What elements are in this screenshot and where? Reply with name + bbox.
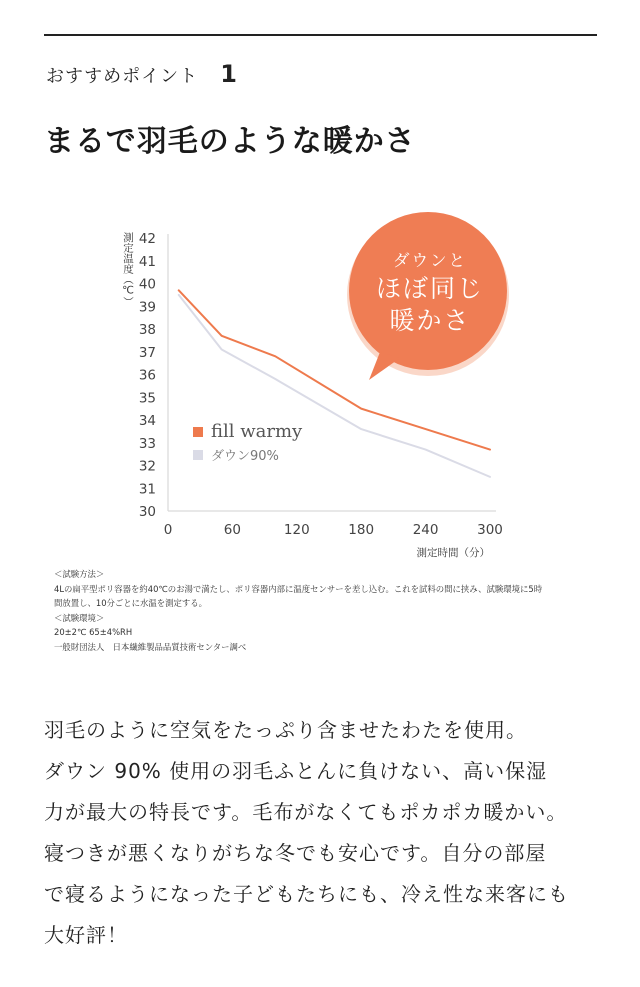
y-tick-label: 39 xyxy=(138,299,156,316)
legend-label: fill warmy xyxy=(211,421,303,442)
y-tick-label: 40 xyxy=(138,276,156,293)
description-line: 力が最大の特長です。毛布がなくてもポカポカ暖かい。 xyxy=(44,800,568,824)
y-tick-label: 31 xyxy=(138,481,156,498)
y-tick-label: 42 xyxy=(138,231,156,247)
y-tick-label: 38 xyxy=(138,322,156,338)
description-line: 寝つきが悪くなりがちな冬でも安心です。自分の部屋 xyxy=(44,841,547,865)
legend-swatch xyxy=(193,427,203,437)
callout-bubble xyxy=(347,212,509,380)
note-line: 間放置し、10分ごとに水温を測定する。 xyxy=(54,598,208,608)
callout-line: 暖かさ xyxy=(389,306,471,335)
y-tick-label: 41 xyxy=(138,253,156,270)
point-number: 1 xyxy=(220,60,238,88)
description-line: 羽毛のように空気をたっぷり含ませたわたを使用。 xyxy=(44,718,527,742)
y-axis-label xyxy=(122,231,134,307)
test-notes xyxy=(54,567,614,654)
y-tick-label: 34 xyxy=(138,413,156,429)
page-title: まるで羽毛のような暖かさ xyxy=(44,124,416,159)
note-line: ＜試験方法＞ xyxy=(54,569,105,579)
description-line: 大好評！ xyxy=(44,923,128,947)
note-line: ＜試験環境＞ xyxy=(54,612,105,623)
y-tick-label: 32 xyxy=(138,458,156,475)
description xyxy=(44,710,604,956)
description-line: ダウン 90% 使用の羽毛ふとんに負けない、高い保湿 xyxy=(44,759,548,783)
chart-legend xyxy=(193,421,303,464)
callout-line: ダウンと xyxy=(393,251,467,270)
x-tick-label: 120 xyxy=(283,522,310,538)
callout-line: ほぼ同じ xyxy=(375,274,485,303)
y-tick-label: 33 xyxy=(138,435,156,452)
legend-label: ダウン90% xyxy=(211,449,279,464)
x-tick-label: 300 xyxy=(477,522,503,538)
point-label xyxy=(46,60,238,88)
note-line: 4Lの扁平型ポリ容器を約40℃のお湯で満たし、ポリ容器内部に温度センサーを差し込む。これを試料の間に挟み、試験環境に5時 xyxy=(54,583,543,594)
note-line: 一般財団法人 日本繊維製品品質技術センター調べ xyxy=(54,641,247,652)
x-tick-label: 60 xyxy=(223,522,241,538)
y-tick-label: 37 xyxy=(138,344,156,361)
description-line: で寝るようになった子どもたちにも、冷え性な来客にも xyxy=(44,882,569,906)
y-tick-label: 35 xyxy=(138,390,156,407)
temperature-chart xyxy=(0,190,640,565)
y-tick-label: 30 xyxy=(138,504,156,520)
point-label-text: おすすめポイント xyxy=(46,66,199,87)
x-tick-label: 240 xyxy=(412,522,439,538)
x-tick-label: 180 xyxy=(348,522,375,538)
note-line: 20±2℃ 65±4%RH xyxy=(54,627,133,637)
x-tick-label: 0 xyxy=(163,522,173,538)
legend-swatch xyxy=(193,450,203,460)
top-divider xyxy=(44,34,597,36)
y-tick-label: 36 xyxy=(138,367,156,384)
y-axis-label-text: 測定温度（℃） xyxy=(122,232,134,307)
x-axis-label: 測定時間（分） xyxy=(416,547,490,559)
